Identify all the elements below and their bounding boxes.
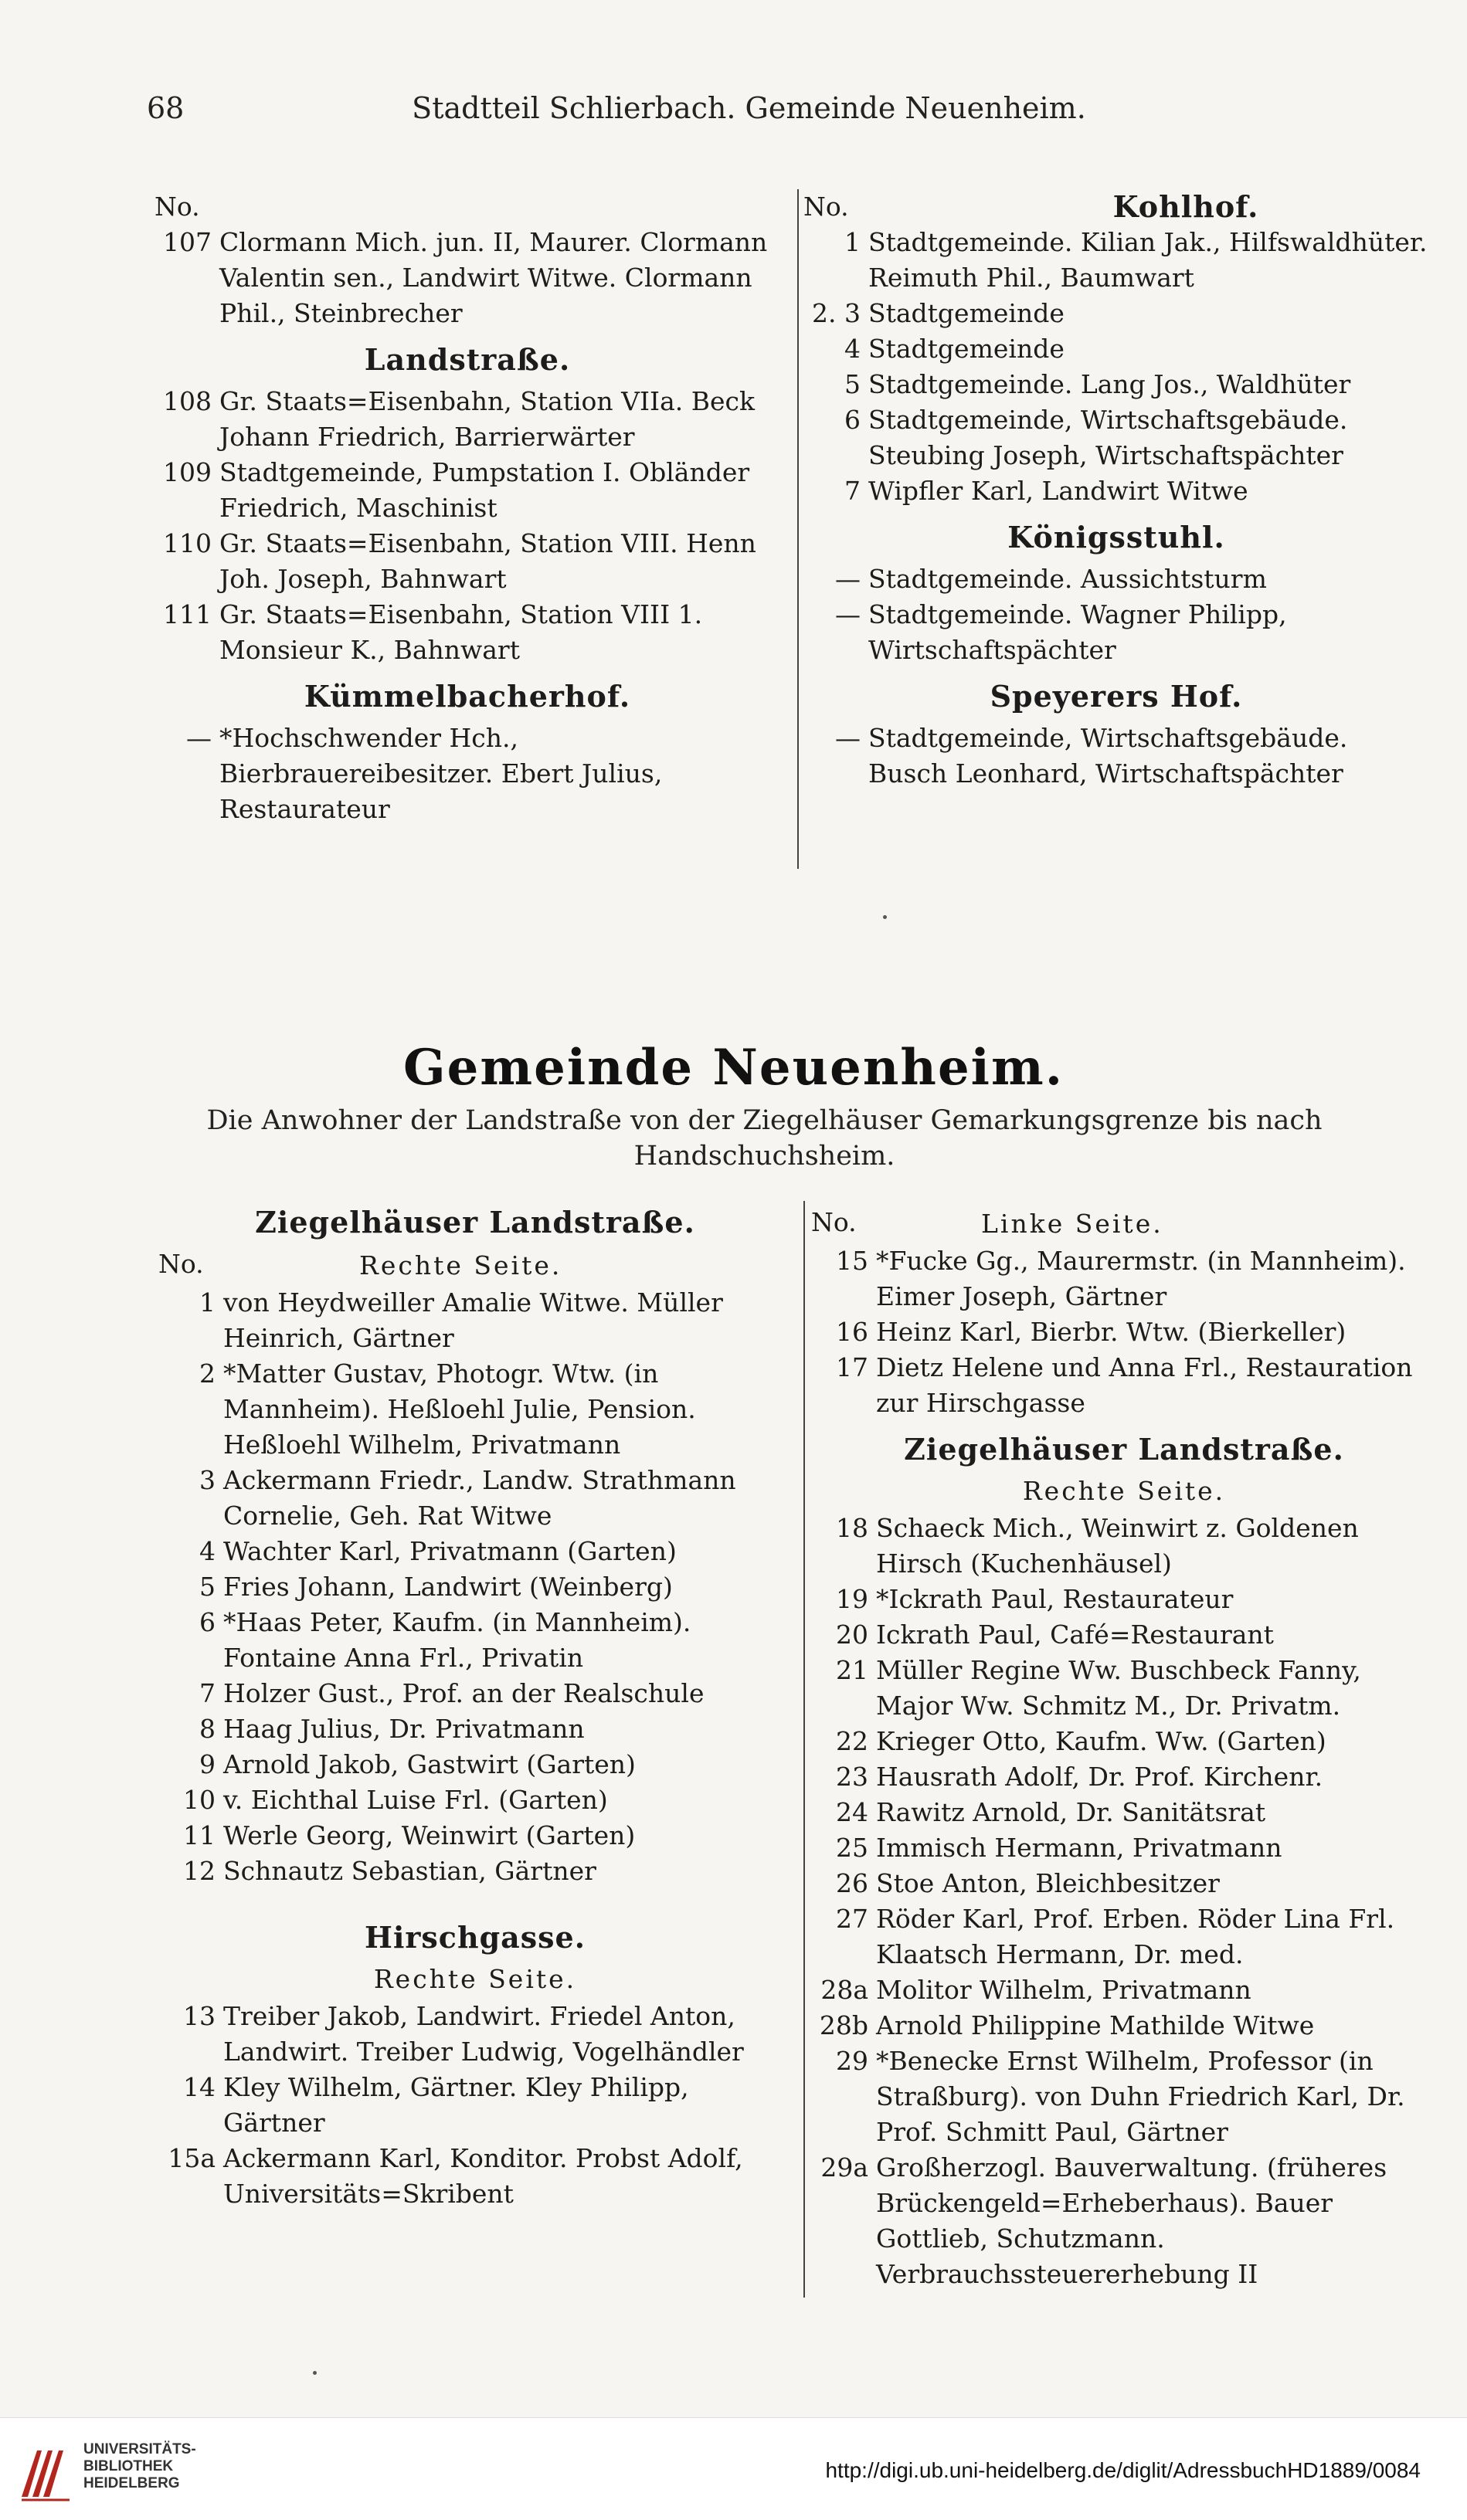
section-title-ziegelhaeuser: Ziegelhäuser Landstraße.: [904, 1432, 1344, 1467]
list-item: [158, 2070, 792, 2141]
list-item: [158, 1818, 792, 1854]
entry-text: Röder Karl, Prof. Erben. Röder Lina Frl. Klaatsch Hermann, Dr. med.: [876, 1904, 1395, 1969]
entry-text: *Haas Peter, Kaufm. (in Mannheim). Fontaine Anna Frl., Privatin: [223, 1607, 691, 1673]
entry-text: Wachter Karl, Privatmann (Garten): [223, 1536, 677, 1566]
entry-text: Gr. Staats=Eisenbahn, Station VIII. Henn Joh. Joseph, Bahnwart: [219, 528, 756, 594]
entry-number: 29a: [820, 2152, 868, 2183]
entry-number: 107: [163, 227, 212, 257]
entry-number: 4: [199, 1536, 216, 1566]
list-item: [803, 473, 1429, 509]
list-item: [811, 2008, 1437, 2043]
entry-text: Dietz Helene und Anna Frl., Restauration zur Hirschgasse: [876, 1352, 1413, 1418]
list-item: [155, 384, 780, 455]
list-item: [158, 1854, 792, 1889]
entry-text: Stadtgemeinde: [868, 298, 1065, 328]
entry-number: 8: [199, 1714, 216, 1744]
list-item: [155, 721, 780, 827]
entry-text: Haag Julius, Dr. Privatmann: [223, 1714, 585, 1744]
list-item: [811, 1830, 1437, 1866]
entry-number: 1: [844, 227, 861, 257]
top-right-column: [803, 189, 1429, 792]
entry-text: Gr. Staats=Eisenbahn, Station VIIa. Beck Johann Friedrich, Barrierwärter: [219, 386, 755, 452]
entry-text: Arnold Philippine Mathilde Witwe: [876, 2010, 1315, 2040]
entry-text: Stadtgemeinde. Aussichtsturm: [868, 564, 1267, 594]
column-divider: [803, 1201, 805, 2298]
list-item: [811, 1724, 1437, 1759]
entry-number: 15: [836, 1246, 868, 1276]
running-title: Stadtteil Schlierbach. Gemeinde Neuenheim.: [412, 91, 1086, 125]
side-label: Linke Seite.: [981, 1209, 1163, 1239]
ink-speck: [883, 915, 887, 919]
list-item: [158, 1676, 792, 1711]
list-item: [158, 1782, 792, 1818]
entry-number: 29: [836, 2046, 868, 2076]
entry-text: Stadtgemeinde. Wagner Philipp, Wirtschaftspächter: [868, 599, 1287, 665]
entry-number: 7: [199, 1678, 216, 1708]
entry-number: 15a: [168, 2143, 216, 2173]
entry-number: —: [835, 599, 861, 629]
section-title-kuemmelbacherhof: Kümmelbacherhof.: [304, 679, 631, 714]
entry-number: 28a: [820, 1975, 868, 2005]
column-number-header: No.: [158, 1249, 204, 1279]
page-number: 68: [147, 91, 185, 125]
entry-number: 6: [199, 1607, 216, 1637]
section-title-speyerers-hof: Speyerers Hof.: [990, 679, 1243, 714]
entry-text: von Heydweiller Amalie Witwe. Müller Heinrich, Gärtner: [223, 1287, 723, 1353]
entry-number: 7: [844, 476, 861, 506]
list-item: [811, 1901, 1437, 1972]
column-header-row: [811, 1205, 1437, 1243]
entry-number: 111: [163, 599, 212, 629]
entry-number: 23: [836, 1762, 868, 1792]
entry-number: 108: [163, 386, 212, 416]
entry-number: 27: [836, 1904, 868, 1934]
list-item: [158, 1534, 792, 1569]
section-title-hirschgasse: Hirschgasse.: [365, 1920, 586, 1955]
side-label: Rechte Seite.: [373, 1964, 577, 1994]
entry-number: 11: [183, 1820, 216, 1850]
entry-text: Ackermann Karl, Konditor. Probst Adolf, Universitäts=Skribent: [223, 2143, 743, 2209]
entry-number: —: [835, 723, 861, 753]
entry-text: Werle Georg, Weinwirt (Garten): [223, 1820, 636, 1850]
entry-text: Immisch Hermann, Privatmann: [876, 1833, 1282, 1863]
list-item: [158, 1605, 792, 1676]
library-name-line3: HEIDELBERG: [83, 2475, 180, 2491]
entry-text: *Benecke Ernst Wilhelm, Professor (in Straßburg). von Duhn Friedrich Karl, Dr. Prof. Schmitt Paul, Gärtner: [876, 2046, 1405, 2147]
list-item: [803, 367, 1429, 402]
list-item: [803, 296, 1429, 331]
top-left-column: [155, 189, 780, 827]
entry-number: 2: [199, 1358, 216, 1389]
entry-text: Stadtgemeinde. Lang Jos., Waldhüter: [868, 369, 1351, 399]
entry-text: Schnautz Sebastian, Gärtner: [223, 1856, 596, 1886]
entry-text: Schaeck Mich., Weinwirt z. Goldenen Hirsch (Kuchenhäusel): [876, 1513, 1359, 1579]
entry-number: 20: [836, 1620, 868, 1650]
library-name: [83, 2441, 196, 2492]
entry-number: 1: [199, 1287, 216, 1318]
column-header-row: [158, 1246, 792, 1285]
list-item: [158, 1747, 792, 1782]
entry-text: Stadtgemeinde, Wirtschaftsgebäude. Busch Leonhard, Wirtschaftspächter: [868, 723, 1348, 789]
list-item: [811, 1314, 1437, 1350]
entry-number: 109: [163, 457, 212, 487]
column-divider: [797, 189, 799, 869]
entry-number: —: [186, 723, 212, 753]
list-item: [155, 597, 780, 668]
page-header: [147, 91, 1351, 137]
column-number-header: No.: [155, 192, 200, 222]
entry-number: 22: [836, 1726, 868, 1756]
entry-text: *Ickrath Paul, Restaurateur: [876, 1584, 1234, 1614]
list-item: [811, 2150, 1437, 2292]
entry-number: 12: [183, 1856, 216, 1886]
section-title-koenigsstuhl: Königsstuhl.: [1007, 520, 1225, 555]
entry-number: 4: [844, 334, 861, 364]
list-item: [158, 1569, 792, 1605]
list-item: [158, 1711, 792, 1747]
intro-text: Die Anwohner der Landstraße von der Ziegelhäuser Gemarkungsgrenze bis nach Handschuchsheim.: [206, 1105, 1323, 1172]
list-item: [803, 721, 1429, 792]
list-item: [158, 2141, 792, 2212]
bottom-right-column: [811, 1205, 1437, 2292]
library-name-line1: UNIVERSITÄTS-: [83, 2441, 196, 2457]
list-item: [158, 1463, 792, 1534]
entry-number: 16: [836, 1317, 868, 1347]
list-item: [803, 597, 1429, 668]
entry-number: 13: [183, 2001, 216, 2031]
list-item: [811, 1653, 1437, 1724]
entry-text: Stadtgemeinde: [868, 334, 1065, 364]
entry-number: 25: [836, 1833, 868, 1863]
entry-text: Hausrath Adolf, Dr. Prof. Kirchenr.: [876, 1762, 1323, 1792]
entry-text: *Matter Gustav, Photogr. Wtw. (in Mannheim). Heßloehl Julie, Pension. Heßloehl Wilhelm, Privatmann: [223, 1358, 696, 1460]
entry-text: Wipfler Karl, Landwirt Witwe: [868, 476, 1248, 506]
entry-text: v. Eichthal Luise Frl. (Garten): [223, 1785, 608, 1815]
list-item: [158, 1356, 792, 1463]
list-item: [811, 1866, 1437, 1901]
entry-text: Stadtgemeinde. Kilian Jak., Hilfswaldhüter. Reimuth Phil., Baumwart: [868, 227, 1428, 293]
bottom-left-column: [158, 1205, 792, 2212]
entry-text: Heinz Karl, Bierbr. Wtw. (Bierkeller): [876, 1317, 1346, 1347]
entry-text: Stoe Anton, Bleichbesitzer: [876, 1868, 1220, 1898]
list-item: [811, 1243, 1437, 1314]
entry-number: 17: [836, 1352, 868, 1382]
entry-text: Kley Wilhelm, Gärtner. Kley Philipp, Gärtner: [223, 2072, 689, 2138]
source-url-link[interactable]: http://digi.ub.uni-heidelberg.de/diglit/AdressbuchHD1889/0084: [825, 2458, 1421, 2482]
list-item: [811, 2043, 1437, 2150]
list-item: [811, 1350, 1437, 1421]
entry-text: Müller Regine Ww. Buschbeck Fanny, Major Ww. Schmitz M., Dr. Privatm.: [876, 1655, 1361, 1721]
entry-number: 19: [836, 1584, 868, 1614]
entry-text: Ickrath Paul, Café=Restaurant: [876, 1620, 1274, 1650]
side-label: Rechte Seite.: [359, 1250, 562, 1280]
list-item: [155, 526, 780, 597]
list-item: [811, 1795, 1437, 1830]
entry-text: Clormann Mich. jun. II, Maurer. Clormann Valentin sen., Landwirt Witwe. Clormann Phil., Steinbrecher: [219, 227, 768, 328]
entry-number: 110: [163, 528, 212, 558]
entry-number: 3: [199, 1465, 216, 1495]
entry-number: 18: [836, 1513, 868, 1543]
list-item: [803, 402, 1429, 473]
entry-number: 24: [836, 1797, 868, 1827]
entry-number: 6: [844, 405, 861, 435]
ink-speck: [313, 2371, 317, 2375]
entry-number: 21: [836, 1655, 868, 1685]
entry-number: 5: [844, 369, 861, 399]
entry-number: 5: [199, 1572, 216, 1602]
entry-number: 9: [199, 1749, 216, 1779]
side-label: Rechte Seite.: [1022, 1476, 1226, 1506]
entry-number: —: [835, 564, 861, 594]
entry-number: 28b: [819, 2010, 868, 2040]
section-title-kohlhof: Kohlhof.: [1112, 189, 1259, 224]
list-item: [811, 1511, 1437, 1582]
entry-text: Holzer Gust., Prof. an der Realschule: [223, 1678, 705, 1708]
list-item: [811, 1972, 1437, 2008]
entry-number: 10: [183, 1785, 216, 1815]
entry-text: Arnold Jakob, Gastwirt (Garten): [223, 1749, 636, 1779]
list-item: [158, 1285, 792, 1356]
list-item: [811, 1617, 1437, 1653]
column-number-header: No.: [803, 192, 849, 222]
entry-number: 14: [183, 2072, 216, 2102]
section-title-ziegelhaeuser: Ziegelhäuser Landstraße.: [255, 1205, 695, 1240]
university-library-logo-icon: [14, 2435, 77, 2505]
entry-text: Ackermann Friedr., Landw. Strathmann Cornelie, Geh. Rat Witwe: [223, 1465, 736, 1531]
list-item: [811, 1759, 1437, 1795]
list-item: [811, 1582, 1437, 1617]
entry-number: 26: [836, 1868, 868, 1898]
footer-bar: [0, 2417, 1467, 2520]
entry-text: Krieger Otto, Kaufm. Ww. (Garten): [876, 1726, 1326, 1756]
list-item: [803, 225, 1429, 296]
entry-text: Stadtgemeinde, Wirtschaftsgebäude. Steubing Joseph, Wirtschaftspächter: [868, 405, 1348, 470]
entry-text: *Fucke Gg., Maurermstr. (in Mannheim). Eimer Joseph, Gärtner: [876, 1246, 1406, 1311]
entry-text: Fries Johann, Landwirt (Weinberg): [223, 1572, 673, 1602]
main-title: Gemeinde Neuenheim.: [403, 1039, 1064, 1097]
entry-text: Großherzogl. Bauverwaltung. (früheres Brückengeld=Erheberhaus). Bauer Gottlieb, Schutzmann. Verbrauchssteuererhebung II: [876, 2152, 1387, 2289]
list-item: [803, 331, 1429, 367]
library-name-line2: BIBLIOTHEK: [83, 2458, 174, 2474]
entry-text: Stadtgemeinde, Pumpstation I. Obländer Friedrich, Maschinist: [219, 457, 750, 523]
entry-text: Molitor Wilhelm, Privatmann: [876, 1975, 1251, 2005]
entry-number: 2. 3: [812, 298, 861, 328]
entry-text: *Hochschwender Hch., Bierbrauereibesitzer. Ebert Julius, Restaurateur: [219, 723, 663, 824]
list-item: [155, 455, 780, 526]
column-header-row: [803, 189, 1429, 225]
list-item: [155, 225, 780, 331]
column-number-header: No.: [811, 1207, 857, 1237]
section-title-landstrasse: Landstraße.: [364, 342, 571, 377]
entry-text: Treiber Jakob, Landwirt. Friedel Anton, Landwirt. Treiber Ludwig, Vogelhändler: [223, 2001, 744, 2067]
list-item: [803, 561, 1429, 597]
list-item: [158, 1999, 792, 2070]
entry-text: Gr. Staats=Eisenbahn, Station VIII 1. Monsieur K., Bahnwart: [219, 599, 703, 665]
entry-text: Rawitz Arnold, Dr. Sanitätsrat: [876, 1797, 1266, 1827]
